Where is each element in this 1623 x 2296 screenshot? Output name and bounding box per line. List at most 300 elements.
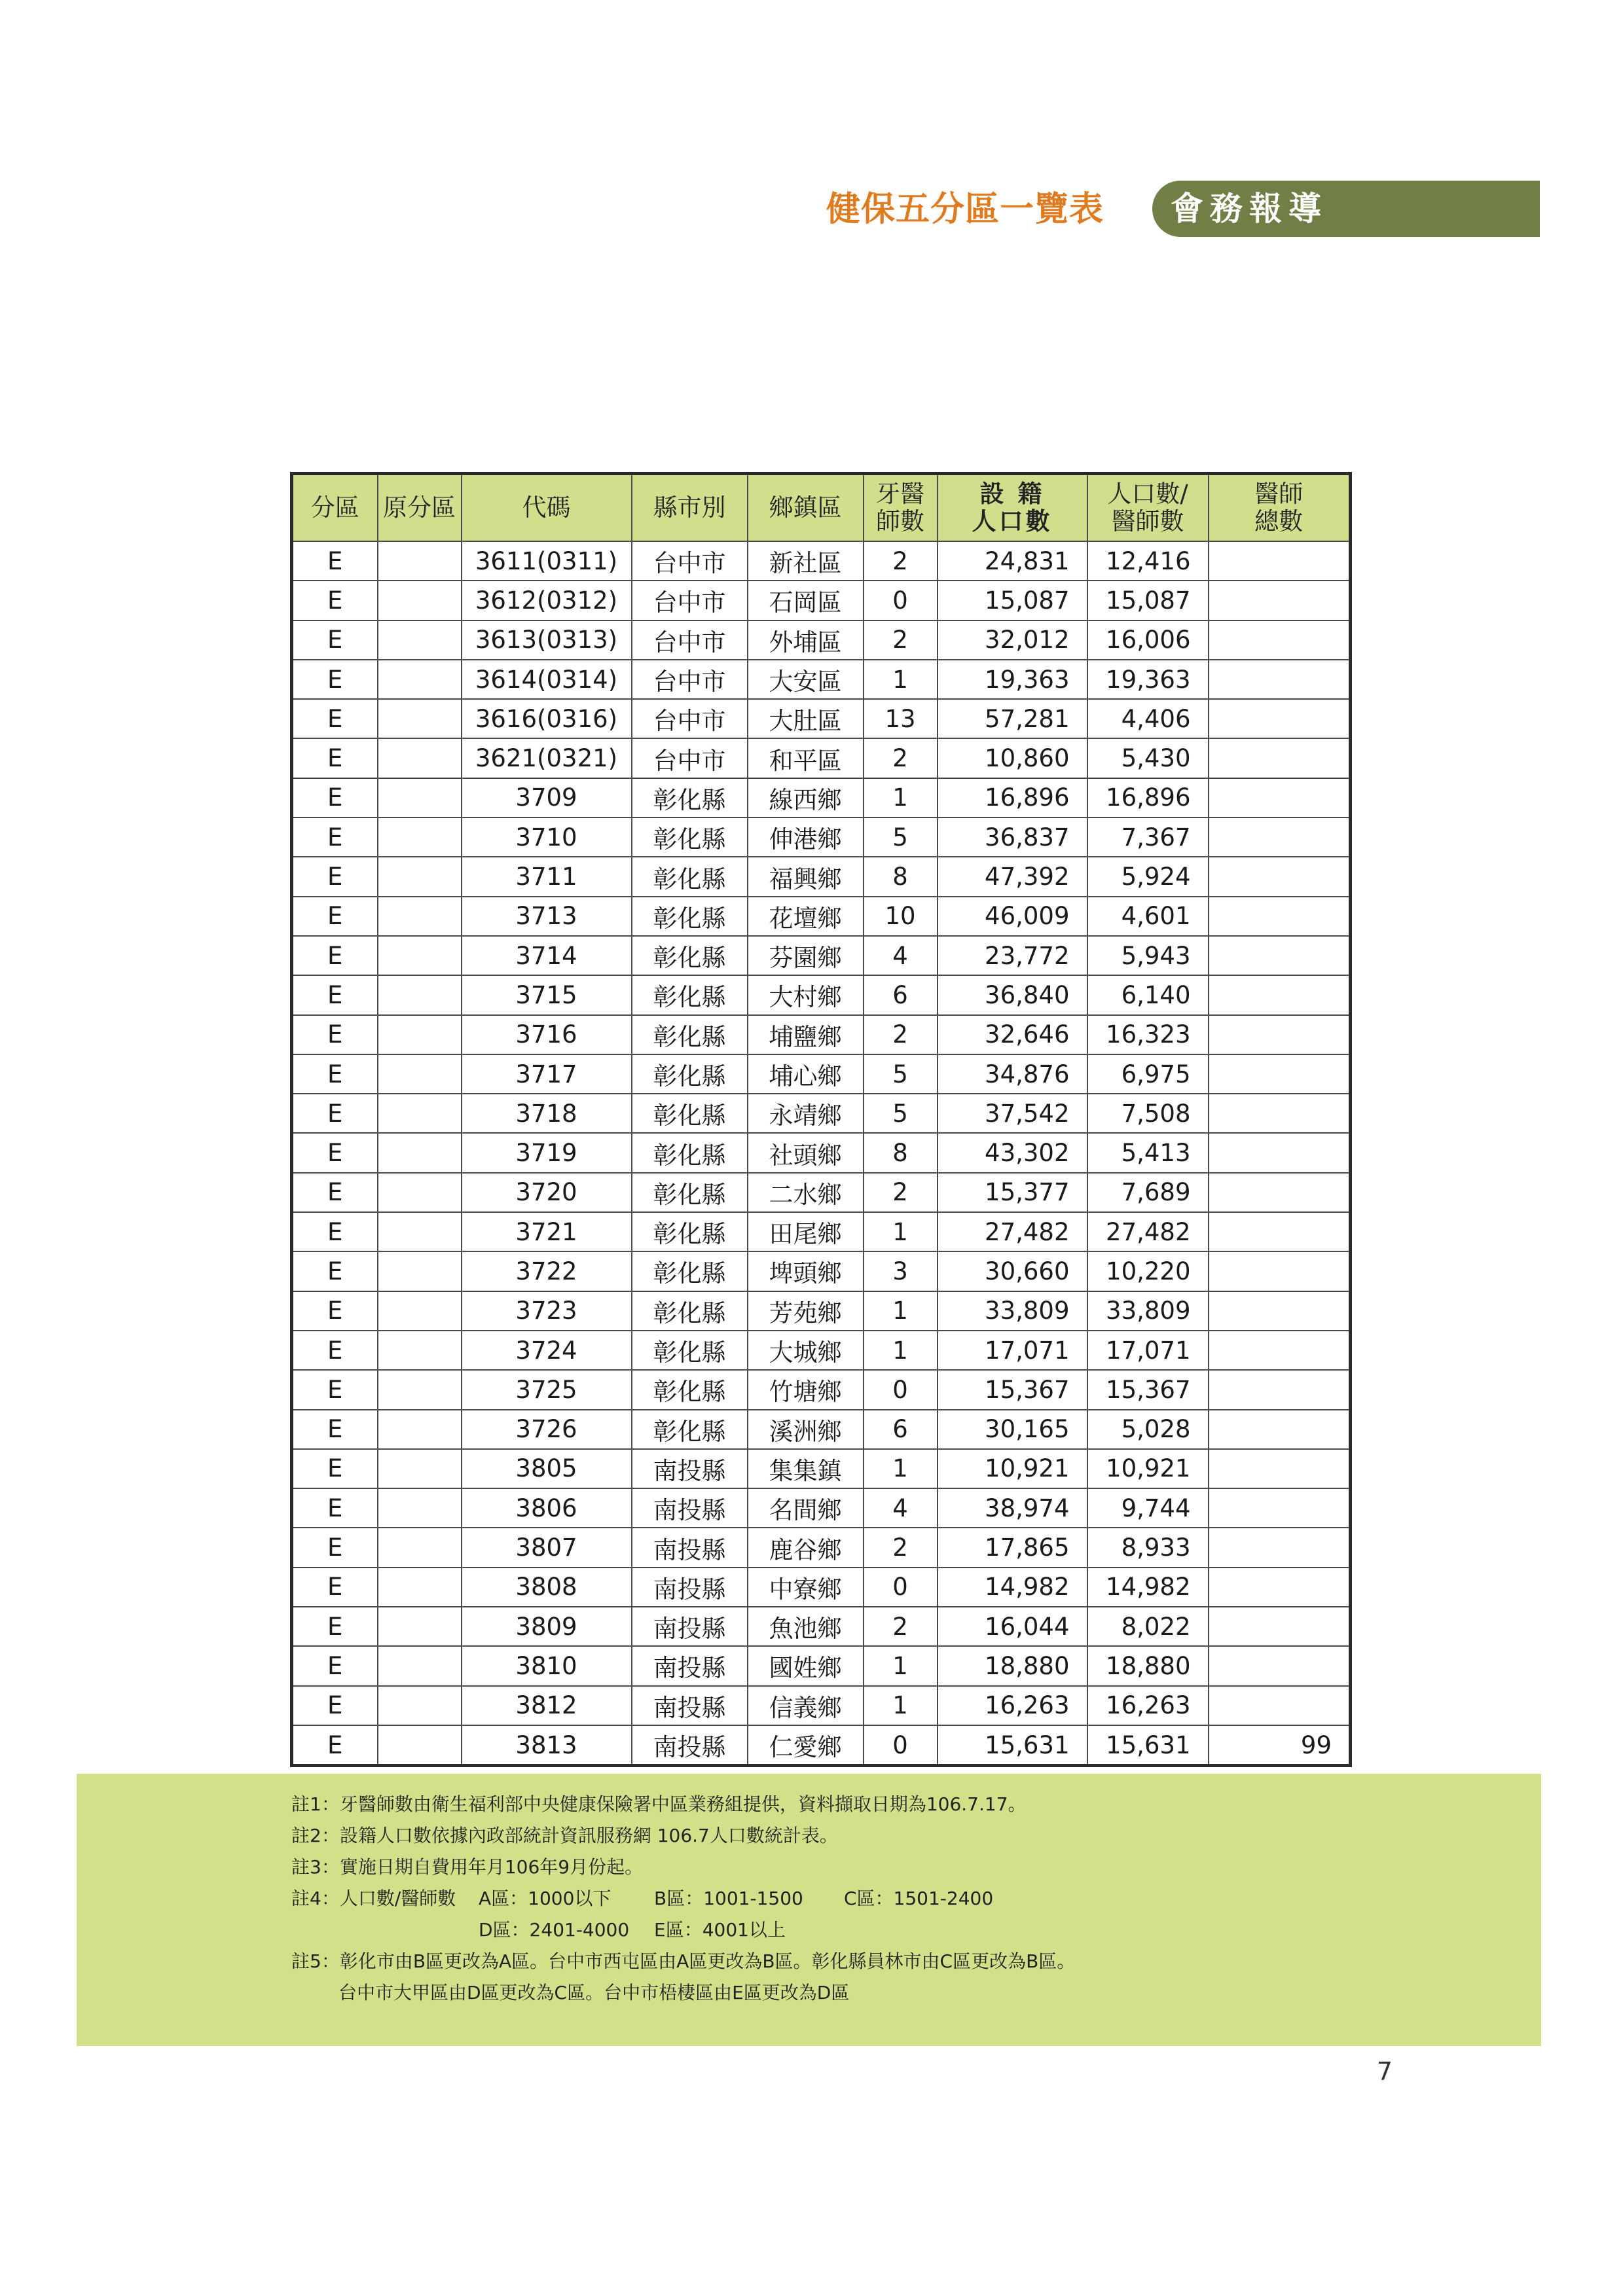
- cell-county: 南投縣: [632, 1646, 748, 1685]
- cell-code: 3616(0316): [462, 699, 632, 738]
- col-header-total-line1: 醫師: [1254, 480, 1304, 508]
- table-row: [292, 1094, 1351, 1133]
- cell-district: 大城鄉: [748, 1331, 864, 1370]
- cell-county: 南投縣: [632, 1488, 748, 1528]
- cell-original-zone: [378, 1173, 462, 1212]
- cell-ratio: 5,924: [1087, 857, 1209, 896]
- cell-county: 南投縣: [632, 1607, 748, 1646]
- cell-dentists: 5: [864, 1094, 938, 1133]
- cell-population: 14,982: [938, 1568, 1087, 1607]
- cell-population: 33,809: [938, 1291, 1087, 1331]
- table-header-row: [292, 474, 1351, 542]
- cell-ratio: 6,140: [1087, 975, 1209, 1014]
- cell-code: 3808: [462, 1568, 632, 1607]
- cell-dentists: 0: [864, 1568, 938, 1607]
- cell-district: 大肚區: [748, 699, 864, 738]
- cell-population: 19,363: [938, 660, 1087, 699]
- table-row: [292, 1449, 1351, 1488]
- cell-code: 3719: [462, 1133, 632, 1172]
- cell-total: [1209, 1251, 1351, 1291]
- cell-dentists: 6: [864, 975, 938, 1014]
- cell-total: [1209, 1094, 1351, 1133]
- cell-ratio: 5,028: [1087, 1410, 1209, 1449]
- col-header-total: [1209, 474, 1351, 542]
- cell-total: [1209, 1686, 1351, 1725]
- cell-total: [1209, 1607, 1351, 1646]
- cell-ratio: 16,006: [1087, 620, 1209, 660]
- table-row: [292, 660, 1351, 699]
- cell-original-zone: [378, 1568, 462, 1607]
- cell-zone: E: [292, 778, 378, 817]
- cell-code: 3813: [462, 1725, 632, 1766]
- cell-dentists: 1: [864, 1449, 938, 1488]
- cell-population: 38,974: [938, 1488, 1087, 1528]
- cell-total: [1209, 1212, 1351, 1251]
- cell-zone: E: [292, 1212, 378, 1251]
- cell-population: 15,087: [938, 581, 1087, 620]
- cell-original-zone: [378, 541, 462, 581]
- cell-original-zone: [378, 1725, 462, 1766]
- cell-county: 彰化縣: [632, 1015, 748, 1054]
- table-row: [292, 1646, 1351, 1685]
- cell-dentists: 2: [864, 541, 938, 581]
- cell-dentists: 2: [864, 620, 938, 660]
- cell-ratio: 4,406: [1087, 699, 1209, 738]
- cell-total: [1209, 541, 1351, 581]
- cell-district: 二水鄉: [748, 1173, 864, 1212]
- cell-district: 集集鎮: [748, 1449, 864, 1488]
- cell-population: 34,876: [938, 1054, 1087, 1094]
- cell-total: [1209, 975, 1351, 1014]
- cell-original-zone: [378, 1370, 462, 1409]
- cell-district: 仁愛鄉: [748, 1725, 864, 1766]
- cell-code: 3812: [462, 1686, 632, 1725]
- cell-dentists: 1: [864, 1331, 938, 1370]
- cell-total: [1209, 1291, 1351, 1331]
- cell-dentists: 1: [864, 778, 938, 817]
- cell-ratio: 16,323: [1087, 1015, 1209, 1054]
- cell-dentists: 10: [864, 897, 938, 936]
- table-row: [292, 1054, 1351, 1094]
- cell-county: 彰化縣: [632, 1331, 748, 1370]
- cell-code: 3614(0314): [462, 660, 632, 699]
- cell-original-zone: [378, 817, 462, 857]
- cell-code: 3807: [462, 1528, 632, 1567]
- cell-population: 16,044: [938, 1607, 1087, 1646]
- cell-population: 57,281: [938, 699, 1087, 738]
- cell-total: [1209, 699, 1351, 738]
- cell-zone: E: [292, 1094, 378, 1133]
- cell-population: 43,302: [938, 1133, 1087, 1172]
- cell-zone: E: [292, 1331, 378, 1370]
- cell-ratio: 7,367: [1087, 817, 1209, 857]
- table-row: [292, 1251, 1351, 1291]
- page-title: 健保五分區一覽表: [826, 189, 1104, 229]
- cell-total: [1209, 1331, 1351, 1370]
- cell-original-zone: [378, 1646, 462, 1685]
- cell-original-zone: [378, 857, 462, 896]
- cell-dentists: 1: [864, 660, 938, 699]
- cell-total: [1209, 857, 1351, 896]
- cell-district: 永靖鄉: [748, 1094, 864, 1133]
- cell-code: 3806: [462, 1488, 632, 1528]
- table-row: [292, 1686, 1351, 1725]
- cell-district: 福興鄉: [748, 857, 864, 896]
- cell-code: 3717: [462, 1054, 632, 1094]
- cell-ratio: 10,220: [1087, 1251, 1209, 1291]
- cell-county: 彰化縣: [632, 975, 748, 1014]
- cell-original-zone: [378, 897, 462, 936]
- cell-district: 名間鄉: [748, 1488, 864, 1528]
- cell-code: 3716: [462, 1015, 632, 1054]
- cell-ratio: 9,744: [1087, 1488, 1209, 1528]
- table-row: [292, 1370, 1351, 1409]
- table-row: [292, 1133, 1351, 1172]
- cell-district: 外埔區: [748, 620, 864, 660]
- cell-county: 台中市: [632, 541, 748, 581]
- cell-total: [1209, 1410, 1351, 1449]
- cell-dentists: 2: [864, 738, 938, 778]
- table-row: [292, 541, 1351, 581]
- cell-county: 南投縣: [632, 1528, 748, 1567]
- cell-original-zone: [378, 936, 462, 975]
- section-band: [1152, 181, 1540, 237]
- cell-dentists: 4: [864, 1488, 938, 1528]
- zone-table: [290, 472, 1352, 1767]
- cell-dentists: 1: [864, 1212, 938, 1251]
- cell-total: [1209, 1528, 1351, 1567]
- cell-code: 3612(0312): [462, 581, 632, 620]
- note-4-zone-a: A區：1000以下: [479, 1888, 611, 1909]
- cell-total: [1209, 1054, 1351, 1094]
- cell-dentists: 0: [864, 1725, 938, 1766]
- cell-code: 3611(0311): [462, 541, 632, 581]
- cell-ratio: 7,508: [1087, 1094, 1209, 1133]
- table-row: [292, 1568, 1351, 1607]
- note-4-zone-e: E區：4001以上: [654, 1919, 786, 1941]
- cell-district: 新社區: [748, 541, 864, 581]
- cell-district: 線西鄉: [748, 778, 864, 817]
- cell-zone: E: [292, 1488, 378, 1528]
- cell-code: 3710: [462, 817, 632, 857]
- cell-ratio: 17,071: [1087, 1331, 1209, 1370]
- cell-original-zone: [378, 1015, 462, 1054]
- cell-total: [1209, 1449, 1351, 1488]
- cell-original-zone: [378, 1410, 462, 1449]
- cell-dentists: 8: [864, 1133, 938, 1172]
- cell-zone: E: [292, 1410, 378, 1449]
- cell-total: [1209, 1173, 1351, 1212]
- cell-dentists: 13: [864, 699, 938, 738]
- col-header-ratio-line1: 人口數/: [1107, 480, 1188, 508]
- cell-county: 彰化縣: [632, 1054, 748, 1094]
- cell-ratio: 12,416: [1087, 541, 1209, 581]
- cell-original-zone: [378, 620, 462, 660]
- cell-zone: E: [292, 1173, 378, 1212]
- col-header-total-line2: 總數: [1254, 507, 1304, 535]
- cell-county: 彰化縣: [632, 1212, 748, 1251]
- cell-code: 3720: [462, 1173, 632, 1212]
- cell-dentists: 2: [864, 1015, 938, 1054]
- table-body: [292, 541, 1351, 1766]
- cell-dentists: 5: [864, 1054, 938, 1094]
- cell-dentists: 5: [864, 817, 938, 857]
- cell-original-zone: [378, 581, 462, 620]
- cell-county: 彰化縣: [632, 1094, 748, 1133]
- cell-district: 信義鄉: [748, 1686, 864, 1725]
- cell-code: 3718: [462, 1094, 632, 1133]
- cell-code: 3723: [462, 1291, 632, 1331]
- cell-ratio: 15,631: [1087, 1725, 1209, 1766]
- table-row: [292, 1015, 1351, 1054]
- cell-zone: E: [292, 738, 378, 778]
- cell-total: [1209, 1646, 1351, 1685]
- cell-original-zone: [378, 1094, 462, 1133]
- cell-original-zone: [378, 1133, 462, 1172]
- col-header-district: 鄉鎮區: [748, 474, 864, 542]
- col-header-dentists-line2: 師數: [876, 507, 924, 535]
- cell-district: 大安區: [748, 660, 864, 699]
- table-row: [292, 1291, 1351, 1331]
- cell-county: 彰化縣: [632, 1410, 748, 1449]
- cell-total: [1209, 817, 1351, 857]
- note-4-zone-c: C區：1501-2400: [844, 1888, 994, 1909]
- col-header-zone: 分區: [292, 474, 378, 542]
- cell-county: 南投縣: [632, 1568, 748, 1607]
- cell-dentists: 0: [864, 581, 938, 620]
- col-header-dentists-line1: 牙醫: [876, 480, 924, 508]
- note-4-zone-d: D區：2401-4000: [479, 1919, 630, 1941]
- cell-county: 台中市: [632, 699, 748, 738]
- cell-population: 10,921: [938, 1449, 1087, 1488]
- cell-original-zone: [378, 1331, 462, 1370]
- col-header-original-zone: 原分區: [378, 474, 462, 542]
- col-header-ratio-line2: 醫師數: [1111, 507, 1184, 535]
- cell-total: [1209, 620, 1351, 660]
- table-row: [292, 1173, 1351, 1212]
- cell-code: 3711: [462, 857, 632, 896]
- cell-population: 32,646: [938, 1015, 1087, 1054]
- cell-zone: E: [292, 1449, 378, 1488]
- cell-district: 花壇鄉: [748, 897, 864, 936]
- col-header-population: [938, 474, 1087, 542]
- cell-ratio: 8,022: [1087, 1607, 1209, 1646]
- cell-district: 埔鹽鄉: [748, 1015, 864, 1054]
- cell-county: 台中市: [632, 581, 748, 620]
- cell-dentists: 2: [864, 1528, 938, 1567]
- cell-ratio: 4,601: [1087, 897, 1209, 936]
- cell-zone: E: [292, 1607, 378, 1646]
- cell-dentists: 6: [864, 1410, 938, 1449]
- table-row: [292, 1528, 1351, 1567]
- cell-zone: E: [292, 817, 378, 857]
- cell-county: 彰化縣: [632, 1173, 748, 1212]
- cell-original-zone: [378, 1607, 462, 1646]
- cell-ratio: 8,933: [1087, 1528, 1209, 1567]
- cell-district: 芬園鄉: [748, 936, 864, 975]
- cell-original-zone: [378, 1054, 462, 1094]
- cell-total: [1209, 738, 1351, 778]
- col-header-ratio: [1087, 474, 1209, 542]
- cell-ratio: 14,982: [1087, 1568, 1209, 1607]
- cell-code: 3805: [462, 1449, 632, 1488]
- table-row: [292, 975, 1351, 1014]
- cell-district: 鹿谷鄉: [748, 1528, 864, 1567]
- cell-county: 南投縣: [632, 1686, 748, 1725]
- cell-ratio: 33,809: [1087, 1291, 1209, 1331]
- cell-district: 和平區: [748, 738, 864, 778]
- note-4-zone-b: B區：1001-1500: [654, 1888, 803, 1909]
- cell-original-zone: [378, 1212, 462, 1251]
- cell-zone: E: [292, 699, 378, 738]
- note-3: 註3：實施日期自費用年月106年9月份起。: [291, 1856, 644, 1878]
- cell-zone: E: [292, 1015, 378, 1054]
- cell-county: 彰化縣: [632, 1251, 748, 1291]
- note-2: 註2：設籍人口數依據內政部統計資訊服務網 106.7人口數統計表。: [291, 1825, 838, 1846]
- cell-population: 16,896: [938, 778, 1087, 817]
- cell-county: 彰化縣: [632, 897, 748, 936]
- cell-ratio: 6,975: [1087, 1054, 1209, 1094]
- cell-original-zone: [378, 1291, 462, 1331]
- cell-code: 3721: [462, 1212, 632, 1251]
- cell-dentists: 0: [864, 1370, 938, 1409]
- cell-county: 台中市: [632, 620, 748, 660]
- cell-district: 溪洲鄉: [748, 1410, 864, 1449]
- cell-total: [1209, 1133, 1351, 1172]
- cell-ratio: 10,921: [1087, 1449, 1209, 1488]
- cell-dentists: 2: [864, 1173, 938, 1212]
- cell-county: 彰化縣: [632, 1133, 748, 1172]
- cell-county: 南投縣: [632, 1449, 748, 1488]
- cell-ratio: 15,367: [1087, 1370, 1209, 1409]
- cell-total: [1209, 1488, 1351, 1528]
- cell-ratio: 19,363: [1087, 660, 1209, 699]
- notes-box: [77, 1774, 1541, 2046]
- cell-population: 30,165: [938, 1410, 1087, 1449]
- cell-district: 社頭鄉: [748, 1133, 864, 1172]
- note-5-line2: 台中市大甲區由D區更改為C區。台中市梧棲區由E區更改為D區: [338, 1982, 850, 2003]
- cell-district: 中寮鄉: [748, 1568, 864, 1607]
- cell-total: [1209, 1015, 1351, 1054]
- cell-district: 埤頭鄉: [748, 1251, 864, 1291]
- zone-table-container: [290, 472, 1349, 1767]
- cell-zone: E: [292, 660, 378, 699]
- cell-population: 24,831: [938, 541, 1087, 581]
- cell-population: 36,837: [938, 817, 1087, 857]
- cell-population: 30,660: [938, 1251, 1087, 1291]
- cell-ratio: 16,896: [1087, 778, 1209, 817]
- cell-county: 南投縣: [632, 1725, 748, 1766]
- cell-dentists: 1: [864, 1686, 938, 1725]
- cell-total: [1209, 778, 1351, 817]
- cell-zone: E: [292, 1054, 378, 1094]
- cell-county: 彰化縣: [632, 857, 748, 896]
- cell-original-zone: [378, 975, 462, 1014]
- cell-district: 魚池鄉: [748, 1607, 864, 1646]
- cell-code: 3713: [462, 897, 632, 936]
- cell-ratio: 7,689: [1087, 1173, 1209, 1212]
- page-number: 7: [1376, 2057, 1393, 2086]
- cell-code: 3709: [462, 778, 632, 817]
- col-header-population-line1: 設 籍: [979, 480, 1045, 508]
- cell-population: 36,840: [938, 975, 1087, 1014]
- table-row: [292, 1488, 1351, 1528]
- cell-dentists: 2: [864, 1607, 938, 1646]
- col-header-county: 縣市別: [632, 474, 748, 542]
- cell-original-zone: [378, 660, 462, 699]
- cell-population: 46,009: [938, 897, 1087, 936]
- cell-county: 彰化縣: [632, 936, 748, 975]
- cell-population: 17,071: [938, 1331, 1087, 1370]
- cell-zone: E: [292, 897, 378, 936]
- table-row: [292, 1607, 1351, 1646]
- cell-county: 彰化縣: [632, 1291, 748, 1331]
- cell-zone: E: [292, 581, 378, 620]
- table-row: [292, 1212, 1351, 1251]
- cell-zone: E: [292, 620, 378, 660]
- table-row: [292, 1331, 1351, 1370]
- table-row: [292, 936, 1351, 975]
- cell-district: 大村鄉: [748, 975, 864, 1014]
- cell-population: 15,367: [938, 1370, 1087, 1409]
- cell-code: 3725: [462, 1370, 632, 1409]
- cell-population: 18,880: [938, 1646, 1087, 1685]
- cell-zone: E: [292, 1370, 378, 1409]
- cell-zone: E: [292, 1646, 378, 1685]
- page-header: [826, 181, 1540, 237]
- cell-district: 國姓鄉: [748, 1646, 864, 1685]
- cell-zone: E: [292, 1291, 378, 1331]
- cell-code: 3724: [462, 1331, 632, 1370]
- table-row: [292, 699, 1351, 738]
- cell-county: 台中市: [632, 660, 748, 699]
- cell-population: 47,392: [938, 857, 1087, 896]
- cell-code: 3714: [462, 936, 632, 975]
- table-row: [292, 620, 1351, 660]
- cell-county: 彰化縣: [632, 778, 748, 817]
- cell-ratio: 5,430: [1087, 738, 1209, 778]
- table-row: [292, 581, 1351, 620]
- cell-zone: E: [292, 1133, 378, 1172]
- cell-dentists: 1: [864, 1646, 938, 1685]
- cell-ratio: 27,482: [1087, 1212, 1209, 1251]
- cell-total: [1209, 660, 1351, 699]
- cell-zone: E: [292, 1725, 378, 1766]
- cell-original-zone: [378, 1488, 462, 1528]
- cell-district: 田尾鄉: [748, 1212, 864, 1251]
- cell-district: 埔心鄉: [748, 1054, 864, 1094]
- table-row: [292, 857, 1351, 896]
- cell-original-zone: [378, 1449, 462, 1488]
- cell-ratio: 16,263: [1087, 1686, 1209, 1725]
- cell-population: 10,860: [938, 738, 1087, 778]
- cell-original-zone: [378, 738, 462, 778]
- cell-population: 17,865: [938, 1528, 1087, 1567]
- cell-total: [1209, 936, 1351, 975]
- cell-district: 伸港鄉: [748, 817, 864, 857]
- cell-code: 3809: [462, 1607, 632, 1646]
- table-row: [292, 1410, 1351, 1449]
- cell-population: 15,377: [938, 1173, 1087, 1212]
- cell-zone: E: [292, 1686, 378, 1725]
- cell-code: 3726: [462, 1410, 632, 1449]
- table-row: [292, 1725, 1351, 1766]
- cell-zone: E: [292, 975, 378, 1014]
- cell-county: 彰化縣: [632, 817, 748, 857]
- cell-district: 竹塘鄉: [748, 1370, 864, 1409]
- cell-original-zone: [378, 778, 462, 817]
- cell-original-zone: [378, 699, 462, 738]
